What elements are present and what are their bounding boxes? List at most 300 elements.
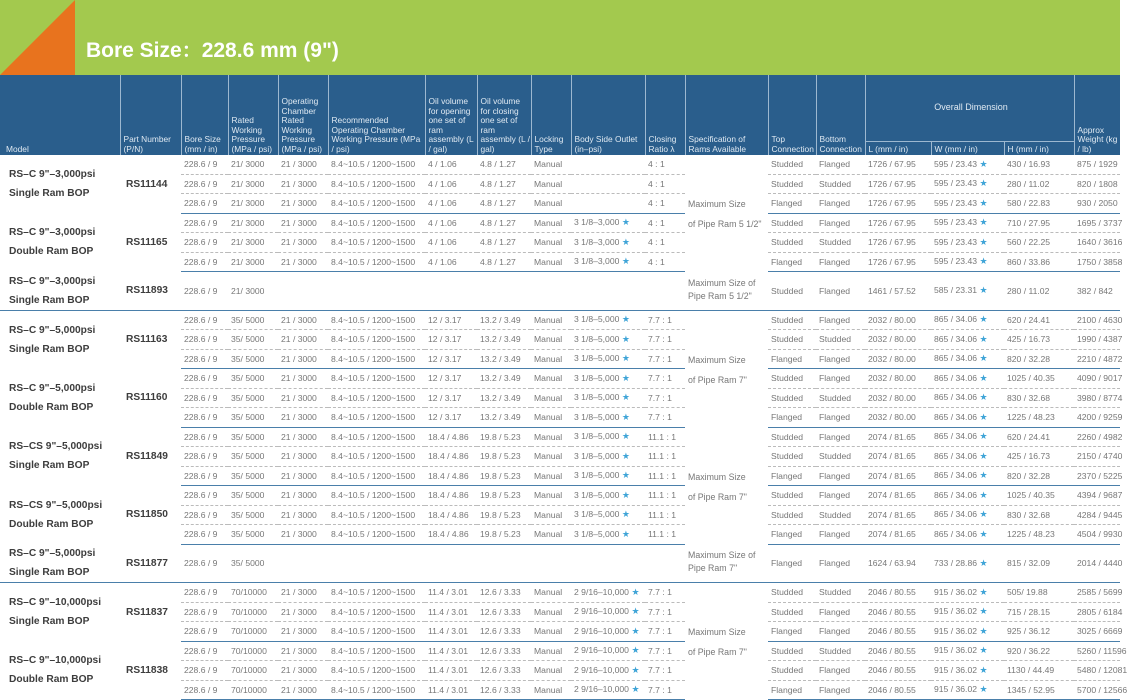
star-icon: ★: [977, 489, 988, 500]
bore-size-value: 228.6 / 9: [184, 285, 218, 296]
locking-type: [531, 544, 571, 583]
top-connection: [768, 544, 816, 583]
side-outlet-value: 3 1/8–3,000: [574, 256, 620, 267]
weight: [1074, 174, 1120, 194]
chamber-pressure: [278, 447, 328, 467]
bore-size-value: 228.6 / 9: [184, 509, 218, 520]
locking-type: [531, 349, 571, 369]
weight: [1074, 641, 1127, 661]
dim-l: [865, 447, 931, 467]
recommended-pressure-value: 8.4~10.5 / 1200~1500: [331, 490, 416, 501]
top-connection: [768, 174, 816, 194]
chamber-pressure: [278, 272, 328, 311]
closing-ratio: [645, 310, 685, 330]
recommended-pressure-value: 8.4~10.5 / 1200~1500: [331, 392, 416, 403]
oil-close: [477, 427, 531, 447]
star-icon: ★: [977, 353, 988, 364]
locking-type: [531, 213, 571, 233]
oil-open: [425, 233, 477, 253]
dim-h-value: 1025 / 40.35: [1007, 373, 1055, 384]
oil-close: [477, 252, 531, 272]
table-header: [0, 75, 1120, 155]
side-outlet: [571, 194, 645, 214]
dim-l-value: 2032 / 80.00: [868, 412, 916, 423]
recommended-pressure-value: 8.4~10.5 / 1200~1500: [331, 237, 416, 248]
oil-open: [425, 155, 477, 174]
weight: [1074, 544, 1123, 583]
oil-close: [477, 525, 531, 545]
table-row: [0, 583, 1120, 603]
dim-l: [865, 233, 931, 253]
header-dim-l: L (mm / in): [865, 142, 931, 156]
dim-l-value: 2032 / 80.00: [868, 314, 916, 325]
bore-size: [181, 486, 228, 506]
recommended-pressure-value: 8.4~10.5 / 1200~1500: [331, 353, 416, 364]
dim-l-value: 1624 / 63.94: [868, 558, 916, 569]
dim-l: [865, 602, 931, 622]
dim-w-value: 595 / 23.43: [934, 158, 978, 169]
header-dim-w: W (mm / in): [931, 142, 1004, 156]
bottom-connection-value: Flanged: [819, 198, 851, 209]
top-connection-value: Flanged: [771, 470, 803, 481]
star-icon: ★: [977, 528, 988, 539]
dim-w: [931, 330, 1004, 350]
rated-pressure: [228, 602, 278, 622]
rams-spec: Maximum Size of Pipe Ram 5 1/2": [685, 272, 768, 311]
closing-ratio-value: 11.1 : 1: [648, 529, 677, 540]
recommended-pressure: [328, 194, 425, 214]
chamber-pressure: [278, 213, 328, 233]
closing-ratio-value: 7.7 : 1: [648, 392, 672, 403]
weight-value: 1990 / 4387: [1077, 334, 1123, 345]
oil-close: [477, 505, 531, 525]
closing-ratio-value: 4 : 1: [648, 198, 665, 209]
dim-h: [1004, 427, 1074, 447]
recommended-pressure: [328, 388, 425, 408]
side-outlet-value: 3 1/8–5,000: [574, 489, 620, 500]
side-outlet: [571, 525, 645, 545]
dim-w: [931, 194, 1004, 214]
dim-l-value: 1461 / 57.52: [868, 285, 916, 296]
recommended-pressure-value: 8.4~10.5 / 1200~1500: [331, 606, 416, 617]
bore-size: [181, 408, 228, 428]
closing-ratio-value: 7.7 : 1: [648, 626, 672, 637]
top-connection: [768, 408, 816, 428]
star-icon: ★: [977, 372, 988, 383]
dim-w-value: 865 / 34.06: [934, 489, 978, 500]
bore-size: [181, 505, 228, 525]
oil-close: [477, 349, 531, 369]
side-outlet-value: 3 1/8–5,000: [574, 372, 620, 383]
dim-w-value: 865 / 34.06: [934, 528, 978, 539]
bottom-connection-value: Flanged: [819, 412, 851, 423]
model-name: RS–C 9"–5,000psi Single Ram BOP: [0, 544, 120, 583]
locking-type: [531, 622, 571, 642]
locking-type: [531, 233, 571, 253]
top-connection: [768, 602, 816, 622]
bore-size: [181, 213, 228, 233]
chamber-pressure-value: 21 / 3000: [281, 509, 317, 520]
oil-open-value: 11.4 / 3.01: [428, 645, 468, 656]
top-connection: [768, 525, 816, 545]
locking-type-value: Manual: [534, 373, 563, 384]
chamber-pressure: [278, 427, 328, 447]
bottom-connection: [816, 680, 865, 700]
bore-size: [181, 544, 228, 583]
dim-w-value: 915 / 36.02: [934, 586, 978, 597]
locking-type: [531, 486, 571, 506]
locking-type-value: Manual: [534, 684, 563, 695]
rated-pressure-value: 21/ 3000: [231, 217, 265, 228]
oil-open-value: 11.4 / 3.01: [428, 684, 468, 695]
oil-close-value: 4.8 / 1.27: [480, 178, 516, 189]
dim-h: [1004, 544, 1074, 583]
locking-type-value: Manual: [534, 645, 563, 656]
dim-w: [931, 155, 1004, 174]
rated-pressure-value: 35/ 5000: [231, 509, 265, 520]
dim-l: [865, 213, 931, 233]
recommended-pressure: [328, 680, 425, 700]
star-icon: ★: [977, 314, 988, 325]
chamber-pressure: [278, 330, 328, 350]
oil-open: [425, 369, 477, 389]
side-outlet: [571, 213, 645, 233]
top-connection-value: Flanged: [771, 256, 803, 267]
closing-ratio-value: 7.7 : 1: [648, 373, 672, 384]
star-icon: ★: [977, 236, 988, 247]
weight: [1074, 388, 1123, 408]
weight-value: 4090 / 9017: [1077, 373, 1123, 384]
oil-close: [477, 602, 531, 622]
header-bottom-connection: Bottom Connection: [816, 75, 865, 155]
dim-l: [865, 486, 931, 506]
part-number: RS11837: [126, 606, 168, 618]
star-icon: ★: [977, 557, 988, 568]
rated-pressure: [228, 233, 278, 253]
weight-value: 3980 / 8774: [1077, 392, 1123, 403]
dim-h-value: 920 / 36.22: [1007, 645, 1051, 656]
recommended-pressure-value: 8.4~10.5 / 1200~1500: [331, 334, 416, 345]
dim-l: [865, 194, 931, 214]
dim-h: [1004, 155, 1074, 174]
closing-ratio: [645, 174, 685, 194]
rams-spec: of Pipe Ram 5 1/2": [688, 219, 762, 229]
weight: [1074, 310, 1123, 330]
closing-ratio-value: 7.7 : 1: [648, 606, 672, 617]
recommended-pressure-value: 8.4~10.5 / 1200~1500: [331, 665, 416, 676]
recommended-pressure: [328, 622, 425, 642]
dim-l: [865, 310, 931, 330]
oil-close-value: 4.8 / 1.27: [480, 159, 516, 170]
dim-h: [1004, 583, 1074, 603]
closing-ratio: [645, 194, 685, 214]
side-outlet: [571, 310, 645, 330]
chamber-pressure-value: 21 / 3000: [281, 217, 317, 228]
part-number: RS11893: [120, 272, 181, 311]
star-icon: ★: [619, 333, 630, 344]
bottom-connection-value: Flanged: [819, 373, 851, 384]
recommended-pressure: [328, 641, 425, 661]
locking-type: [531, 661, 571, 681]
chamber-pressure-value: 21 / 3000: [281, 645, 317, 656]
bottom-connection-value: Flanged: [819, 470, 851, 481]
dim-h-value: 280 / 11.02: [1007, 178, 1050, 189]
weight: [1074, 349, 1123, 369]
star-icon: ★: [619, 470, 630, 481]
dim-w: [931, 272, 1004, 311]
dim-h: [1004, 310, 1074, 330]
closing-ratio: [645, 272, 685, 311]
oil-open-value: 18.4 / 4.86: [428, 451, 469, 462]
chamber-pressure: [278, 641, 328, 661]
star-icon: ★: [619, 314, 630, 325]
closing-ratio: [645, 602, 685, 622]
bottom-connection: [816, 622, 865, 642]
dim-h: [1004, 466, 1074, 486]
dim-l: [865, 544, 931, 583]
rated-pressure: [228, 486, 278, 506]
locking-type: [531, 427, 571, 447]
closing-ratio: [645, 641, 685, 661]
bore-size: [181, 233, 228, 253]
star-icon: ★: [977, 256, 988, 267]
dim-l: [865, 466, 931, 486]
bottom-connection: [816, 525, 865, 545]
dim-w: [931, 252, 1004, 272]
oil-open: [425, 330, 477, 350]
oil-open-value: 18.4 / 4.86: [428, 529, 469, 540]
dim-w-value: 865 / 34.06: [934, 450, 978, 461]
dim-w: [931, 661, 1004, 681]
star-icon: ★: [619, 236, 630, 247]
closing-ratio-value: 7.7 : 1: [648, 353, 672, 364]
chamber-pressure-value: 21 / 3000: [281, 431, 317, 442]
rated-pressure: [228, 349, 278, 369]
chamber-pressure-value: 21 / 3000: [281, 490, 317, 501]
side-outlet: [571, 388, 645, 408]
weight: [1074, 408, 1123, 428]
side-outlet: [571, 349, 645, 369]
star-icon: ★: [619, 372, 630, 383]
chamber-pressure-value: 21 / 3000: [281, 626, 317, 637]
dim-w: [931, 466, 1004, 486]
oil-close: [477, 194, 531, 214]
bottom-connection-value: Flanged: [819, 558, 851, 569]
dim-w: [931, 641, 1004, 661]
side-outlet-value: 2 9/16–10,000: [574, 664, 629, 675]
recommended-pressure: [328, 466, 425, 486]
oil-close-value: 12.6 / 3.33: [480, 626, 521, 637]
top-connection-value: Studded: [771, 237, 804, 248]
dim-w: [931, 174, 1004, 194]
side-outlet: [571, 641, 645, 661]
chamber-pressure: [278, 155, 328, 174]
header-dim-h: H (mm / in): [1004, 142, 1074, 156]
oil-open-value: 11.4 / 3.01: [428, 587, 468, 598]
dim-l: [865, 388, 931, 408]
dim-h: [1004, 622, 1074, 642]
recommended-pressure: [328, 486, 425, 506]
recommended-pressure-value: 8.4~10.5 / 1200~1500: [331, 529, 416, 540]
top-connection-value: Flanged: [771, 684, 803, 695]
title-colon: ：: [181, 40, 202, 62]
dim-l: [865, 622, 931, 642]
closing-ratio-value: 7.7 : 1: [648, 334, 672, 345]
weight-value: 2585 / 5699: [1077, 587, 1123, 598]
weight: [1074, 525, 1123, 545]
locking-type-value: Manual: [534, 529, 563, 540]
chamber-pressure: [278, 602, 328, 622]
dim-h: [1004, 505, 1074, 525]
recommended-pressure-value: 8.4~10.5 / 1200~1500: [331, 587, 416, 598]
locking-type-value: Manual: [534, 353, 563, 364]
side-outlet-value: 3 1/8–5,000: [574, 411, 620, 422]
bore-size: [181, 466, 228, 486]
bottom-connection: [816, 583, 865, 603]
dim-l: [865, 369, 931, 389]
dim-w: [931, 486, 1004, 506]
chamber-pressure: [278, 369, 328, 389]
recommended-pressure: [328, 252, 425, 272]
recommended-pressure-value: 8.4~10.5 / 1200~1500: [331, 198, 416, 209]
locking-type-value: Manual: [534, 451, 563, 462]
closing-ratio: [645, 680, 685, 700]
rated-pressure-value: 70/10000: [231, 606, 267, 617]
top-connection: [768, 466, 816, 486]
dim-h-value: 280 / 11.02: [1007, 285, 1050, 296]
oil-close-value: 12.6 / 3.33: [480, 665, 521, 676]
locking-type: [531, 680, 571, 700]
locking-type-value: Manual: [534, 159, 563, 170]
chamber-pressure-value: 21 / 3000: [281, 373, 317, 384]
star-icon: ★: [619, 256, 630, 267]
dim-h: [1004, 213, 1074, 233]
oil-close-value: 19.8 / 5.23: [480, 470, 521, 481]
locking-type-value: Manual: [534, 198, 563, 209]
rated-pressure-value: 35/ 5000: [231, 392, 265, 403]
table-row: [0, 310, 1120, 330]
side-outlet-value: 2 9/16–10,000: [574, 586, 629, 597]
star-icon: ★: [977, 285, 988, 296]
closing-ratio: [645, 369, 685, 389]
rated-pressure-value: 70/10000: [231, 587, 267, 598]
dim-w-value: 595 / 23.43: [934, 178, 978, 189]
oil-open-value: 11.4 / 3.01: [428, 626, 468, 637]
model-name: RS–C 9"–3,000psi Double Ram BOP: [9, 227, 96, 258]
recommended-pressure: [328, 174, 425, 194]
dim-w: [931, 408, 1004, 428]
top-connection-value: Flanged: [771, 198, 803, 209]
top-connection: [768, 680, 816, 700]
dim-w-value: 865 / 34.06: [934, 431, 978, 442]
bottom-connection: [816, 252, 865, 272]
chamber-pressure: [278, 680, 328, 700]
side-outlet-value: 3 1/8–5,000: [574, 470, 620, 481]
locking-type: [531, 369, 571, 389]
table-row: [0, 155, 1120, 174]
bottom-connection-value: Flanged: [819, 626, 851, 637]
oil-open-value: 12 / 3.17: [428, 314, 462, 325]
oil-open: [425, 174, 477, 194]
locking-type-value: Manual: [534, 314, 563, 325]
part-number: RS11850: [126, 509, 168, 521]
dim-h-value: 860 / 33.86: [1007, 256, 1051, 267]
chamber-pressure-value: 21 / 3000: [281, 353, 317, 364]
dim-h-value: 1225 / 48.23: [1007, 412, 1055, 423]
locking-type-value: Manual: [534, 665, 563, 676]
top-connection: [768, 194, 816, 214]
weight-value: 1695 / 3737: [1077, 217, 1123, 228]
rated-pressure: [228, 310, 278, 330]
chamber-pressure-value: 21 / 3000: [281, 587, 317, 598]
weight-value: 875 / 1929: [1077, 159, 1118, 170]
rated-pressure-value: 35/ 5000: [231, 334, 265, 345]
dim-w: [931, 544, 1004, 583]
weight: [1074, 447, 1123, 467]
oil-close: [477, 466, 531, 486]
side-outlet: [571, 272, 645, 311]
model-name: RS–CS 9"–5,000psi Double Ram BOP: [9, 499, 103, 530]
weight: [1074, 252, 1123, 272]
bottom-connection: [816, 174, 865, 194]
chamber-pressure-value: 21 / 3000: [281, 412, 317, 423]
side-outlet: [571, 408, 645, 428]
table-row: [0, 213, 1120, 233]
locking-type: [531, 272, 571, 311]
bore-size: [181, 272, 228, 311]
locking-type: [531, 252, 571, 272]
bottom-connection-value: Studded: [819, 178, 852, 189]
bore-size-value: 228.6 / 9: [184, 334, 218, 345]
dim-l-value: 2046 / 80.55: [868, 665, 916, 676]
dim-h-value: 425 / 16.73: [1007, 334, 1051, 345]
bore-size-value: 228.6 / 9: [184, 178, 218, 189]
oil-open: [425, 447, 477, 467]
dim-l: [865, 330, 931, 350]
chamber-pressure: [278, 583, 328, 603]
top-connection: [768, 427, 816, 447]
chamber-pressure: [278, 252, 328, 272]
recommended-pressure-value: 8.4~10.5 / 1200~1500: [331, 373, 416, 384]
rams-spec: of Pipe Ram 7": [688, 647, 747, 657]
bottom-connection-value: Studded: [819, 451, 852, 462]
dim-l-value: 1726 / 67.95: [868, 198, 916, 209]
dim-w-value: 865 / 34.06: [934, 509, 978, 520]
rams-spec: Maximum Size of Pipe Ram 7": [685, 544, 768, 583]
chamber-pressure: [278, 505, 328, 525]
star-icon: ★: [977, 431, 988, 442]
weight-value: 382 / 842: [1077, 285, 1113, 296]
oil-open: [425, 213, 477, 233]
dim-l: [865, 525, 931, 545]
weight-value: 2210 / 4872: [1077, 353, 1123, 364]
part-number: RS11144: [126, 178, 168, 190]
bottom-connection: [816, 233, 865, 253]
dim-w: [931, 602, 1004, 622]
oil-open: [425, 272, 477, 311]
chamber-pressure-value: 21 / 3000: [281, 237, 317, 248]
closing-ratio-value: 4 : 1: [648, 159, 665, 170]
bottom-connection: [816, 661, 865, 681]
bore-size-value: 228.6 / 9: [184, 237, 218, 248]
side-outlet: [571, 427, 645, 447]
bore-size-value: 228.6 / 9: [184, 373, 218, 384]
star-icon: ★: [977, 509, 988, 520]
locking-type-value: Manual: [534, 334, 563, 345]
rated-pressure: [228, 194, 278, 214]
side-outlet: [571, 505, 645, 525]
header-locking-type: Locking Type: [531, 75, 571, 155]
